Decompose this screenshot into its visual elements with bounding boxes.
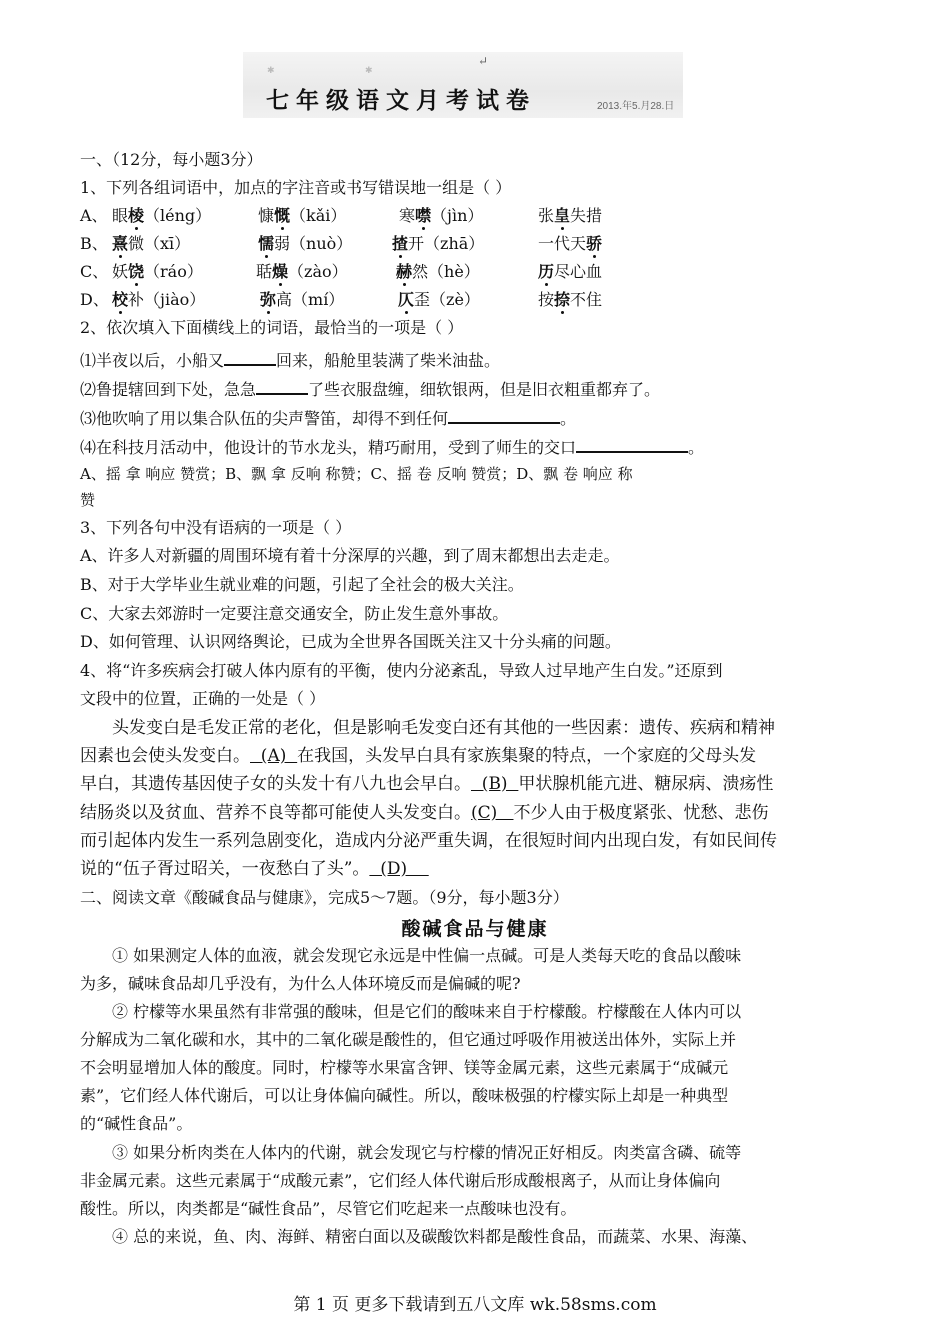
q1-stem: 1、下列各组词语中，加点的字注音或书写错误地一组是（ ） xyxy=(80,178,512,197)
article-line: ① 如果测定人体的血液，就会发现它永远是中性偏一点碱。可是人类每天吃的食品以酸味 xyxy=(112,946,742,965)
section2-heading: 二、阅读文章《酸碱食品与健康》，完成5～7题。（9分，每小题3分） xyxy=(80,888,569,907)
q2-sentence-2: ⑵鲁提辖回到下处，急急 了些衣服盘缠，细软银两，但是旧衣粗重都弃了。 xyxy=(80,380,661,399)
q1-item: 眼棱（léng） xyxy=(112,206,212,225)
q1-item: 按捺不住 xyxy=(538,290,603,309)
q1-item: 妖饶（ráo） xyxy=(112,262,203,281)
q1-item: 懦弱（nuò） xyxy=(258,234,353,253)
article-line: ④ 总的来说，鱼、肉、海鲜、精密白面以及碳酸饮料都是酸性食品，而蔬菜、水果、海藻、 xyxy=(112,1227,758,1246)
q4-stem: 4、将“许多疾病会打破人体内原有的平衡，使内分泌紊乱，导致人过早地产生白发。”还原到 xyxy=(80,661,723,680)
q1-item: 一代天骄 xyxy=(538,234,603,253)
article-line: ② 柠檬等水果虽然有非常强的酸味，但是它们的酸味来自于柠檬酸。柠檬酸在人体内可以 xyxy=(112,1002,742,1021)
q3-stem: 3、下列各句中没有语病的一项是（ ） xyxy=(80,518,352,537)
position-marker-c: (C) xyxy=(471,803,514,823)
q4-stem-cont: 文段中的位置，正确的一处是（ ） xyxy=(80,689,326,708)
q3-option-b: B、对于大学毕业生就业难的问题，引起了全社会的极大关注。 xyxy=(80,575,524,594)
q1-item: 张皇失措 xyxy=(538,206,603,225)
q1-item: 弥高（mí） xyxy=(260,290,345,309)
q1-item: 慷慨（kǎi） xyxy=(258,206,347,225)
article-line: 非金属元素。这些元素属于“成酸元素”，它们经人体代谢后形成酸根离子，从而让身体偏向 xyxy=(80,1171,721,1190)
exam-title: 七年级语文月考试卷 xyxy=(266,88,536,114)
article-line: 素”，它们经人体代谢后，可以让身体偏向碱性。所以，酸味极强的柠檬实际上却是一种典型 xyxy=(80,1086,729,1105)
answer-blank[interactable] xyxy=(256,378,308,395)
watermark-mark: ✱ xyxy=(365,66,373,76)
q4-passage-line: 因素也会使头发变白。 (A) 在我国，头发早白具有家族集聚的特点，一个家庭的父母头发 xyxy=(80,746,757,766)
q2-sentence-4: ⑷在科技月活动中，他设计的节水龙头，精巧耐用，受到了师生的交口 。 xyxy=(80,438,705,457)
q1-item: 聒燥（zào） xyxy=(256,262,348,281)
q4-passage-line: 说的“伍子胥过昭关，一夜愁白了头”。 (D) xyxy=(80,859,429,879)
answer-blank[interactable] xyxy=(448,407,560,424)
position-marker-a: (A) xyxy=(250,746,298,766)
exam-page: ✱ ✱ ↵ 七年级语文月考试卷 2013.年5.月28.日 一、（12分，每小题3分） 1、下列各组词语中，加点的字注音或书写错误地一组是（ ） A、 眼棱（léng） 慷慨（kǎi） 寒噤（jìn） 张皇失措 B、 熹微（xī） 懦弱（nuò） 揸开（zhā） 一代天骄 C、 妖饶（ráo） 聒燥（zào） 赫然（hè） 历尽心血 D、 校补（jiào） 弥高（mí） 仄歪（zè） 按捺不住 2、依次填入下面横线上的词语，最恰当的一项是（ ） ⑴半夜以后，小船又 回来，船舱里装满了柴米油盐。 ⑵鲁提辖回到下处，急急 了些衣服盘缠，细软银两，但是旧衣粗重都弃了。 ⑶他吹响了用以集合队伍的尖声警笛，却得不到任何 。 ⑷在科技月活动中，他设计的节水龙头，精巧耐用，受到了师生的交口 。 A、摇 拿 响应 赞赏；B、飘 拿 反响 称赞；C、摇 卷 反响 赞赏；D、飘 卷 响应 称 赞 3、下列各句中没有语病的一项是（ ） A、许多人对新疆的周围环境有着十分深厚的兴趣，到了周末都想出去走走。 B、对于大学毕业生就业难的问题，引起了全社会的极大关注。 C、大家去郊游时一定要注意交通安全，防止发生意外事故。 D、如何管理、认识网络舆论，已成为全世界各国既关注又十分头痛的问题。 4、将“许多疾病会打破人体内原有的平衡，使内分泌紊乱，导致人过早地产生白发。”还原到 文段中的位置，正确的一处是（ ） 头发变白是毛发正常的老化，但是影响毛发变白还有其他的一些因素：遗传、疾病和精神 因素也会使头发变白。 (A) 在我国，头发早白具有家族集聚的特点，一个家庭的父母头发 早白，其遗传基因使子女的头发十有八九也会早白。 (B) 甲状腺机能亢进、糖尿病、溃疡性 结肠炎以及贫血、营养不良等都可能使人头发变白。(C) 不少人由于极度紧张、忧愁、悲伤 而引起体内发生一系列急剧变化，造成内分泌严重失调，在很短时间内出现白发，有如民间传 说的“伍子胥过昭关，一夜愁白了头”。 (D) 二、阅读文章《酸碱食品与健康》，完成5～7题。（9分，每小题3分） 酸碱食品与健康 ① 如果测定人体的血液，就会发现它永远是中性偏一点碱。可是人类每天吃的食品以酸味 为多，碱味食品却几乎没有，为什么人体环境反而是偏碱的呢? ② 柠檬等水果虽然有非常强的酸味，但是它们的酸味来自于柠檬酸。柠檬酸在人体内可以 分解成为二氧化碳和水，其中的二氧化碳是酸性的，但它通过呼吸作用被送出体外，实际上并 不会明显增加人体的酸度。同时，柠檬等水果富含钾、镁等金属元素，这些元素属于“成碱元 素”，它们经人体代谢后，可以让身体偏向碱性。所以，酸味极强的柠檬实际上却是一种典型 的“碱性食品”。 ③ 如果分析肉类在人体内的代谢，就会发现它与柠檬的情况正好相反。肉类富含磷、硫等 非金属元素。这些元素属于“成酸元素”，它们经人体代谢后形成酸根离子，从而让身体偏向 酸性。所以，肉类都是“碱性食品”，尽管它们吃起来一点酸味也没有。 ④ 总的来说，鱼、肉、海鲜、精密白面以及碳酸饮料都是酸性食品，而蔬菜、水果、海藻、 第 1 页 更多下载请到五八文库 wk.58sms.com xyxy=(0,0,950,1342)
article-line: 不会明显增加人体的酸度。同时，柠檬等水果富含钾、镁等金属元素，这些元素属于“成碱元 xyxy=(80,1058,729,1077)
q1-item: 仄歪（zè） xyxy=(398,290,480,309)
exam-date: 2013.年5.月28.日 xyxy=(597,101,675,112)
q1-item: 熹微（xī） xyxy=(112,234,191,253)
answer-blank[interactable] xyxy=(576,436,688,453)
q1-item: 揸开（zhā） xyxy=(392,234,485,253)
q2-sentence-3: ⑶他吹响了用以集合队伍的尖声警笛，却得不到任何 。 xyxy=(80,409,577,428)
article-line: 为多，碱味食品却几乎没有，为什么人体环境反而是偏碱的呢? xyxy=(80,974,521,993)
q1-item: 历尽心血 xyxy=(538,262,603,281)
answer-blank[interactable] xyxy=(224,349,276,366)
article-line: 的“碱性食品”。 xyxy=(80,1114,193,1133)
article-title: 酸碱食品与健康 xyxy=(401,918,549,940)
return-mark: ↵ xyxy=(478,54,489,68)
q4-passage-line: 头发变白是毛发正常的老化，但是影响毛发变白还有其他的一些因素：遗传、疾病和精神 xyxy=(112,718,775,738)
section1-heading: 一、（12分，每小题3分） xyxy=(80,150,263,169)
watermark-mark: ✱ xyxy=(267,66,275,76)
q3-option-c: C、大家去郊游时一定要注意交通安全，防止发生意外事故。 xyxy=(80,604,509,623)
q4-passage-line: 早白，其遗传基因使子女的头发十有八九也会早白。 (B) 甲状腺机能亢进、糖尿病、溃疡性 xyxy=(80,774,774,794)
q1-item: 赫然（hè） xyxy=(396,262,480,281)
q4-passage-line: 结肠炎以及贫血、营养不良等都可能使人头发变白。(C) 不少人由于极度紧张、忧愁、悲伤 xyxy=(80,803,769,823)
q2-stem: 2、依次填入下面横线上的词语，最恰当的一项是（ ） xyxy=(80,318,464,337)
q4-passage-line: 而引起体内发生一系列急剧变化，造成内分泌严重失调，在很短时间内出现白发，有如民间传 xyxy=(80,831,777,851)
q1-item: 寒噤（jìn） xyxy=(399,206,484,225)
q2-sentence-1: ⑴半夜以后，小船又 回来，船舱里装满了柴米油盐。 xyxy=(80,351,501,370)
page-footer: 第 1 页 更多下载请到五八文库 wk.58sms.com xyxy=(293,1295,657,1315)
q3-option-a: A、许多人对新疆的周围环境有着十分深厚的兴趣，到了周末都想出去走走。 xyxy=(80,546,620,565)
article-line: 分解成为二氧化碳和水，其中的二氧化碳是酸性的，但它通过呼吸作用被送出体外，实际上并 xyxy=(80,1030,737,1049)
position-marker-b: (B) xyxy=(471,774,519,794)
q2-options: A、摇 拿 响应 赞赏；B、飘 拿 反响 称赞；C、摇 卷 反响 赞赏；D、飘 卷 响应 称 xyxy=(80,465,633,483)
q2-options-cont: 赞 xyxy=(80,491,96,509)
q3-option-d: D、如何管理、认识网络舆论，已成为全世界各国既关注又十分头痛的问题。 xyxy=(80,632,621,651)
q1-item: 校补（jiào） xyxy=(112,290,206,309)
position-marker-d: (D) xyxy=(369,859,429,879)
article-line: 酸性。所以，肉类都是“碱性食品”，尽管它们吃起来一点酸味也没有。 xyxy=(80,1199,577,1218)
article-line: ③ 如果分析肉类在人体内的代谢，就会发现它与柠檬的情况正好相反。肉类富含磷、硫等 xyxy=(112,1143,742,1162)
